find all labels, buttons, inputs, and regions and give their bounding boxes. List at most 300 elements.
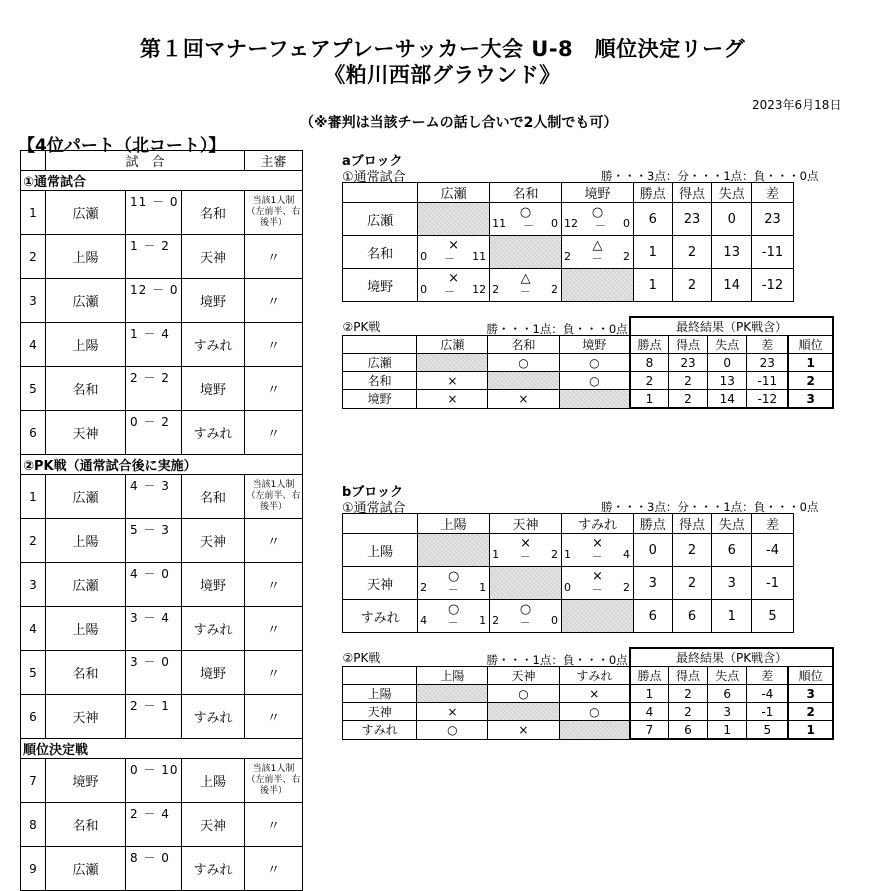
away-team: 名和 [182,475,245,519]
pk-result: ○ [559,372,630,390]
stat-value: 1 [712,600,752,633]
result-score [420,283,486,299]
match-referee: 〃 [245,695,303,739]
score-dash: － [444,252,456,265]
result-symbol: × [592,569,603,584]
referee-note: （※審判は当該チームの話し合いで2人制でも可） [300,115,618,131]
team-row-header: 広瀬 [343,354,417,372]
pk-row [343,703,834,721]
result-cell [418,567,490,600]
pk-label: ②PK戦 [342,319,381,334]
pk-row [343,372,834,390]
team-row-header: 境野 [343,269,418,302]
final-rank: 1 [788,721,833,740]
result-symbol: × [448,271,460,286]
team-row [343,534,794,567]
score-for: 2 [564,250,572,263]
score-for: 0 [564,581,572,594]
final-result-title: 最終結果（PK戦含） [630,317,833,336]
stat-value: 2 [672,567,712,600]
score-for: 11 [492,217,507,230]
score-dash: － [591,252,603,265]
result-cell [562,534,634,567]
team-col-header: 名和 [490,183,562,203]
result-cell [562,236,634,269]
score-dash: － [447,583,459,596]
pk-result: ○ [417,721,488,740]
self-match-cell [418,534,490,567]
match-referee: 当該1人制（左前半、右後半） [245,759,303,803]
team-row [343,236,794,269]
stat-value: 0 [712,203,752,236]
pk-rule: 勝・・・1点：負・・・0点 [486,322,628,336]
score-for: 1 [492,548,500,561]
final-stat: 0 [708,354,747,372]
stat-value: -4 [752,534,794,567]
match-number: 3 [21,279,46,323]
points-rule: 勝・・・3点：分・・・1点：負・・・0点 [601,500,819,514]
self-match-cell [559,390,630,409]
team-col-header: 上陽 [418,514,490,534]
final-stat: 1 [708,721,747,740]
away-team: すみれ [182,607,245,651]
title-line-2: 《粕川西部グラウンド》 [324,63,561,87]
match-number: 4 [21,607,46,651]
final-stat: -12 [747,390,788,409]
final-stat: 3 [708,703,747,721]
home-team: 上陽 [46,607,126,651]
result-cell [490,203,562,236]
away-team: 天神 [182,803,245,847]
score-for: 2 [492,614,500,627]
match-number: 1 [21,475,46,519]
match-row [21,803,303,847]
final-stat: 13 [708,372,747,390]
home-team: 広瀬 [46,191,126,235]
stat-header: 失点 [712,514,752,534]
stat-header: 得点 [672,514,712,534]
match-number: 7 [21,759,46,803]
team-row-header: 境野 [343,390,417,409]
match-referee: 〃 [245,235,303,279]
result-score [564,250,630,266]
result-score [492,283,558,299]
final-header: 得点 [668,667,707,685]
match-number: 4 [21,323,46,367]
home-team: 天神 [46,695,126,739]
match-row [21,651,303,695]
final-stat: 2 [630,372,668,390]
self-match-cell [417,354,488,372]
result-score [564,217,630,233]
match-row [21,235,303,279]
stat-header: 勝点 [633,514,672,534]
team-row-header: 天神 [343,703,417,721]
stat-header: 差 [752,514,794,534]
match-score: 2 － 4 [126,803,182,847]
match-score: 8 － 0 [126,847,182,891]
col-match: 試 合 [46,151,245,171]
match-number: 2 [21,235,46,279]
team-row-header: 天神 [343,567,418,600]
stat-value: 23 [752,203,794,236]
team-col-header: 天神 [488,667,559,685]
away-team: すみれ [182,323,245,367]
final-stat: 2 [668,685,707,703]
team-col-header: 広瀬 [418,183,490,203]
match-number: 9 [21,847,46,891]
event-date: 2023年6月18日 [752,98,842,112]
block-name: aブロック [342,154,403,169]
final-rank: 3 [788,685,833,703]
points-rule: 勝・・・3点：分・・・1点：負・・・0点 [601,169,819,183]
self-match-cell [417,685,488,703]
final-header: 失点 [708,336,747,354]
stat-value: 0 [633,534,672,567]
score-dash: － [591,550,603,563]
final-stat: 5 [747,721,788,740]
col-no [21,151,46,171]
col-referee: 主審 [245,151,303,171]
team-col-header: 天神 [490,514,562,534]
result-cell [418,600,490,633]
match-number: 8 [21,803,46,847]
stat-value: 2 [672,236,712,269]
result-cell [418,236,490,269]
final-stat: 7 [630,721,668,740]
score-against: 0 [551,614,559,627]
pk-table [342,316,834,409]
match-row [21,759,303,803]
stat-value: 6 [712,534,752,567]
away-team: すみれ [182,695,245,739]
block-b [342,481,842,740]
pk-result: ○ [488,685,559,703]
self-match-cell [490,236,562,269]
result-score [420,250,486,266]
team-col-header: 名和 [488,336,559,354]
final-rank: 2 [788,703,833,721]
block-a [342,150,842,409]
self-match-cell [488,703,559,721]
match-score: 0 － 10 [126,759,182,803]
pk-label: ②PK戦 [342,650,381,665]
team-row [343,567,794,600]
final-stat: 6 [668,721,707,740]
match-number: 3 [21,563,46,607]
score-dash: － [447,616,459,629]
result-symbol: △ [520,271,531,286]
final-header: 勝点 [630,667,668,685]
final-header: 差 [747,336,788,354]
stat-value: 2 [672,269,712,302]
score-for: 1 [564,548,572,561]
pk-row [343,390,834,409]
pk-result: ○ [488,354,559,372]
final-rank: 2 [788,372,833,390]
home-team: 上陽 [46,235,126,279]
home-team: 名和 [46,803,126,847]
final-header: 失点 [708,667,747,685]
regular-match-table [342,513,794,633]
match-referee: 〃 [245,651,303,695]
final-stat: 1 [630,685,668,703]
result-cell [418,269,490,302]
final-rank: 1 [788,354,833,372]
away-team: すみれ [182,847,245,891]
part-heading: 【4位パート（北コート）】 [18,136,226,156]
away-team: 境野 [182,563,245,607]
home-team: 天神 [46,411,126,455]
match-referee: 〃 [245,847,303,891]
team-row-header: 上陽 [343,685,417,703]
match-score: 12 － 0 [126,279,182,323]
home-team: 広瀬 [46,475,126,519]
match-referee: 当該1人制（左前半、右後半） [245,475,303,519]
final-stat: -11 [747,372,788,390]
team-col-header: 広瀬 [417,336,488,354]
match-referee: 〃 [245,519,303,563]
match-number: 2 [21,519,46,563]
stat-value: 1 [633,236,672,269]
schedule-section-label: ②PK戦（通常試合後に実施） [21,455,303,475]
result-cell [562,567,634,600]
pk-result: × [417,372,488,390]
corner-cell [343,336,417,354]
final-header: 勝点 [630,336,668,354]
score-against: 2 [551,283,559,296]
team-row-header: 名和 [343,236,418,269]
score-for: 4 [420,614,428,627]
result-score [420,614,486,630]
match-score: 4 － 3 [126,475,182,519]
final-stat: 6 [708,685,747,703]
match-row [21,323,303,367]
regular-match-table [342,182,794,302]
result-score [492,614,558,630]
home-team: 広瀬 [46,563,126,607]
team-col-header: 上陽 [417,667,488,685]
stat-header: 勝点 [633,183,672,203]
match-score: 0 － 2 [126,411,182,455]
away-team: 境野 [182,651,245,695]
corner-cell [343,514,418,534]
match-number: 6 [21,411,46,455]
match-number: 5 [21,367,46,411]
pk-result: ○ [559,354,630,372]
result-symbol: ○ [591,205,604,220]
home-team: 名和 [46,367,126,411]
result-symbol: × [592,536,603,551]
home-team: 広瀬 [46,279,126,323]
stat-value: 13 [712,236,752,269]
stat-value: 14 [712,269,752,302]
final-header: 順位 [788,667,833,685]
home-team: 名和 [46,651,126,695]
team-row-header: すみれ [343,721,417,740]
pk-row [343,685,834,703]
result-symbol: ○ [519,602,532,617]
block-name: bブロック [342,485,404,500]
stat-header: 失点 [712,183,752,203]
stat-value: -11 [752,236,794,269]
score-dash: － [519,285,531,298]
final-stat: 2 [668,703,707,721]
match-row [21,191,303,235]
team-col-header: すみれ [562,514,634,534]
result-symbol: × [448,238,460,253]
result-score [564,581,630,597]
self-match-cell [562,269,634,302]
score-against: 12 [472,283,487,296]
score-against: 4 [622,548,630,561]
pk-rule: 勝・・・1点：負・・・0点 [486,653,628,667]
score-for: 0 [420,250,428,263]
away-team: 天神 [182,235,245,279]
final-stat: 23 [668,354,707,372]
stat-value: 6 [633,600,672,633]
team-col-header: 境野 [559,336,630,354]
away-team: 天神 [182,519,245,563]
pk-row [343,721,834,740]
pk-result: × [488,721,559,740]
match-number: 1 [21,191,46,235]
stat-value: 1 [633,269,672,302]
final-header: 順位 [788,336,833,354]
self-match-cell [418,203,490,236]
team-row-header: 名和 [343,372,417,390]
result-cell [562,203,634,236]
score-against: 2 [551,548,559,561]
stat-value: 2 [672,534,712,567]
match-referee: 〃 [245,411,303,455]
title-line-1: 第１回マナーフェアプレーサッカー大会 U-8 順位決定リーグ [139,37,746,61]
match-number: 5 [21,651,46,695]
team-col-header: 境野 [562,183,634,203]
result-cell [490,534,562,567]
match-referee: 〃 [245,323,303,367]
result-score [492,217,558,233]
result-score [492,548,558,564]
match-row [21,519,303,563]
team-row [343,203,794,236]
self-match-cell [559,721,630,740]
match-number: 6 [21,695,46,739]
result-symbol: ○ [519,205,532,220]
result-cell [490,269,562,302]
final-header: 得点 [668,336,707,354]
pk-result: × [559,685,630,703]
final-stat: 23 [747,354,788,372]
final-stat: 1 [630,390,668,409]
stat-value: 3 [633,567,672,600]
result-symbol: × [520,536,532,551]
final-stat: 2 [668,390,707,409]
match-score: 4 － 0 [126,563,182,607]
away-team: 境野 [182,279,245,323]
match-score: 11 － 0 [126,191,182,235]
regular-match-label: ①通常試合 [342,170,406,185]
score-against: 0 [622,217,630,230]
match-score: 1 － 4 [126,323,182,367]
schedule-section-label: 順位決定戦 [21,739,303,759]
match-referee: 〃 [245,803,303,847]
pk-result: × [417,390,488,409]
schedule-section-label: ①通常試合 [21,171,303,191]
final-result-title: 最終結果（PK戦含） [630,648,833,667]
stat-value: 6 [633,203,672,236]
final-header: 差 [747,667,788,685]
corner-cell [343,183,418,203]
result-symbol: ○ [447,569,460,584]
home-team: 広瀬 [46,847,126,891]
score-dash: － [523,219,535,232]
away-team: すみれ [182,411,245,455]
match-score: 1 － 2 [126,235,182,279]
pk-table [342,647,834,740]
stat-value: 6 [672,600,712,633]
regular-match-label: ①通常試合 [342,501,406,516]
stat-value: 3 [712,567,752,600]
result-symbol: ○ [447,602,460,617]
match-score: 2 － 1 [126,695,182,739]
stat-value: 23 [672,203,712,236]
final-stat: 14 [708,390,747,409]
self-match-cell [490,567,562,600]
match-referee: 〃 [245,607,303,651]
score-dash: － [444,285,456,298]
final-stat: -4 [747,685,788,703]
score-dash: － [591,583,603,596]
stat-value: -12 [752,269,794,302]
team-row [343,269,794,302]
home-team: 境野 [46,759,126,803]
match-row [21,279,303,323]
away-team: 名和 [182,191,245,235]
self-match-cell [562,600,634,633]
score-against: 1 [479,614,487,627]
score-dash: － [519,616,531,629]
final-stat: 2 [668,372,707,390]
result-symbol: △ [592,238,603,253]
home-team: 上陽 [46,323,126,367]
corner-cell [343,667,417,685]
match-score: 3 － 0 [126,651,182,695]
stat-value: 5 [752,600,794,633]
match-referee: 〃 [245,563,303,607]
match-score: 5 － 3 [126,519,182,563]
score-against: 1 [479,581,487,594]
pk-result: × [417,703,488,721]
match-referee: 〃 [245,279,303,323]
result-score [564,548,630,564]
self-match-cell [488,372,559,390]
stat-value: -1 [752,567,794,600]
match-row [21,847,303,891]
pk-result: × [488,390,559,409]
away-team: 上陽 [182,759,245,803]
match-row [21,563,303,607]
result-score [420,581,486,597]
result-cell [490,600,562,633]
team-row [343,600,794,633]
match-row [21,367,303,411]
score-against: 11 [472,250,487,263]
team-row-header: 広瀬 [343,203,418,236]
score-for: 12 [564,217,579,230]
final-stat: -1 [747,703,788,721]
final-rank: 3 [788,390,833,409]
